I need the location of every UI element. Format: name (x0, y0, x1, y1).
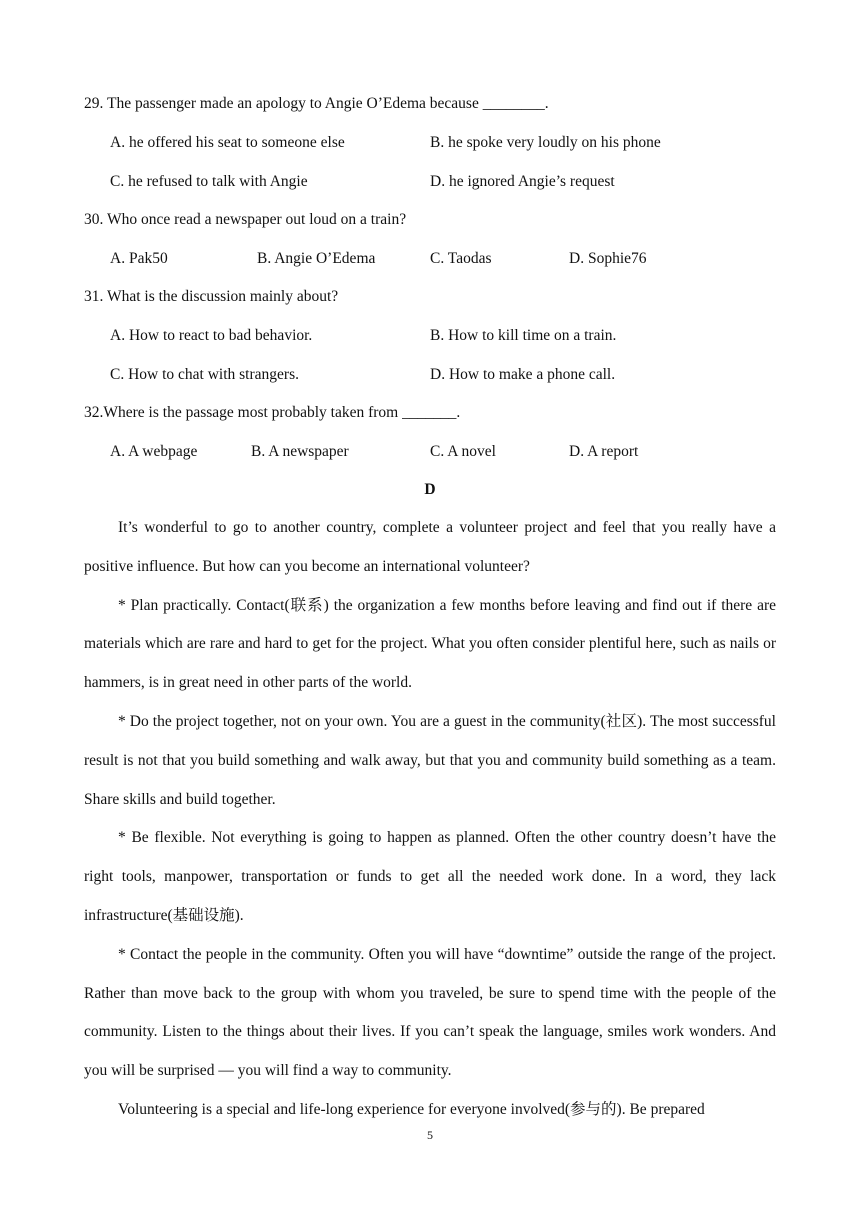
question-31-option-d: D. How to make a phone call. (430, 366, 616, 383)
question-30-option-d: D. Sophie76 (569, 250, 647, 267)
question-29-option-b: B. he spoke very loudly on his phone (430, 134, 661, 151)
question-32-stem: 32.Where is the passage most probably taken from _______. (84, 404, 461, 421)
question-29-option-a: A. he offered his seat to someone else (110, 134, 345, 151)
passage-paragraph-3: * Do the project together, not on your own. You are a guest in the community(社区). The most successful result is not that you build something and walk away, but that you and community build something as a team. Share skills and build together. (84, 712, 776, 808)
question-32-option-c: C. A novel (430, 443, 496, 460)
question-32-option-b: B. A newspaper (251, 443, 349, 460)
question-30-option-a: A. Pak50 (110, 250, 168, 267)
question-31-option-c: C. How to chat with strangers. (110, 366, 299, 383)
question-31-option-a: A. How to react to bad behavior. (110, 327, 313, 344)
question-32-option-a: A. A webpage (110, 443, 198, 460)
passage-paragraph-1: It’s wonderful to go to another country, complete a volunteer project and feel that you really have a positive influence. But how can you become an international volunteer? (84, 519, 776, 575)
question-29-option-d: D. he ignored Angie’s request (430, 173, 615, 190)
section-title: D (424, 481, 436, 498)
passage (84, 509, 776, 1130)
question-31-stem: 31. What is the discussion mainly about? (84, 288, 339, 305)
passage-paragraph-2: * Plan practically. Contact(联系) the organization a few months before leaving and find out if there are materials which are rare and hard to get for the project. What you often consider plentiful here, such as nails or hammers, is in great need in other parts of the world. (84, 596, 776, 692)
question-30-option-b: B. Angie O’Edema (257, 250, 376, 267)
passage-paragraph-5: * Contact the people in the community. Often you will have “downtime” outside the range of the project. Rather than move back to the group with whom you traveled, be sure to spend time with the people of the community. Listen to the things about their lives. If you can’t speak the language, smiles work wonders. And you will be surprised — you will find a way to community. (84, 945, 776, 1080)
page-number: 5 (427, 1128, 433, 1142)
question-29-option-c: C. he refused to talk with Angie (110, 173, 308, 190)
question-30-option-c: C. Taodas (430, 250, 492, 267)
question-31-option-b: B. How to kill time on a train. (430, 327, 617, 344)
passage-paragraph-6: Volunteering is a special and life-long experience for everyone involved(参与的). Be prepared (118, 1100, 705, 1118)
question-30-stem: 30. Who once read a newspaper out loud on a train? (84, 211, 407, 228)
question-32-option-d: D. A report (569, 443, 639, 460)
question-29-stem: 29. The passenger made an apology to Angie O’Edema because ________. (84, 95, 549, 112)
passage-paragraph-4: * Be flexible. Not everything is going to happen as planned. Often the other country doesn’t have the right tools, manpower, transportation or funds to get all the needed work done. In a word, they lack infrastructure(基础设施). (84, 829, 776, 924)
